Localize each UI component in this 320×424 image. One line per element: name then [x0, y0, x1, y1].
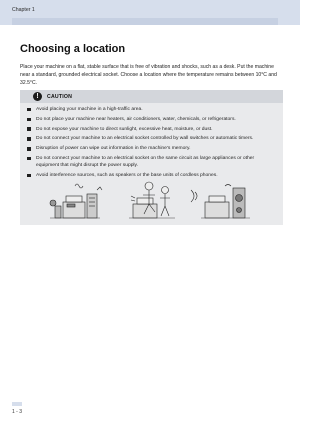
intro-paragraph: Place your machine on a flat, stable surface that is free of vibration and shocks, such as a desk. Put the machine near a standard, grounded electrical socket. Choose a location where the temperature remains between 10°C and 32.5°C. [20, 64, 277, 86]
page-header-bar [0, 0, 300, 25]
caution-item-text: Do not connect your machine to an electrical socket on the same circuit as large appliances or other equipment that might disrupt the power supply. [36, 155, 255, 169]
caution-illustrations [45, 176, 255, 226]
caution-item [27, 116, 277, 123]
caution-label: CAUTION [47, 93, 73, 100]
caution-item-text: Disruption of power can wipe out information in the machine's memory. [36, 146, 191, 152]
square-bullet-icon [27, 137, 31, 141]
machine-with-high-traffic-illustration [129, 182, 175, 218]
caution-item [27, 106, 277, 113]
square-bullet-icon [27, 157, 31, 161]
caution-item [27, 135, 277, 142]
page-number: 1 - 3 [12, 409, 23, 415]
chapter-label: Chapter 1 [12, 7, 35, 13]
square-bullet-icon [27, 147, 31, 151]
caution-header [20, 90, 283, 103]
caution-item-text: Do not expose your machine to direct sunlight, excessive heat, moisture, or dust. [36, 126, 213, 132]
header-tab [12, 18, 278, 25]
caution-item [27, 145, 277, 152]
machine-near-heater-and-water-illustration [50, 184, 102, 218]
caution-item-text: Do not place your machine near heaters, air conditioners, water, chemicals, or refrigerators. [36, 116, 236, 122]
caution-item-text: Avoid placing your machine in a high-traffic area. [36, 107, 143, 112]
caution-item-text: Do not connect your machine to an electrical socket controlled by wall switches or automatic timers. [36, 136, 254, 142]
machine-near-speaker-illustration [191, 185, 250, 219]
square-bullet-icon [27, 174, 31, 178]
caution-item [27, 126, 277, 133]
footer-tab [12, 402, 22, 406]
caution-list [27, 106, 277, 182]
exclamation-icon: ! [33, 92, 42, 101]
square-bullet-icon [27, 118, 31, 122]
square-bullet-icon [27, 127, 31, 131]
square-bullet-icon [27, 108, 31, 112]
caution-item [27, 155, 277, 169]
section-title: Choosing a location [20, 43, 126, 55]
caution-item-text: Avoid interference sources, such as speakers or the base units of cordless phones. [36, 172, 218, 178]
